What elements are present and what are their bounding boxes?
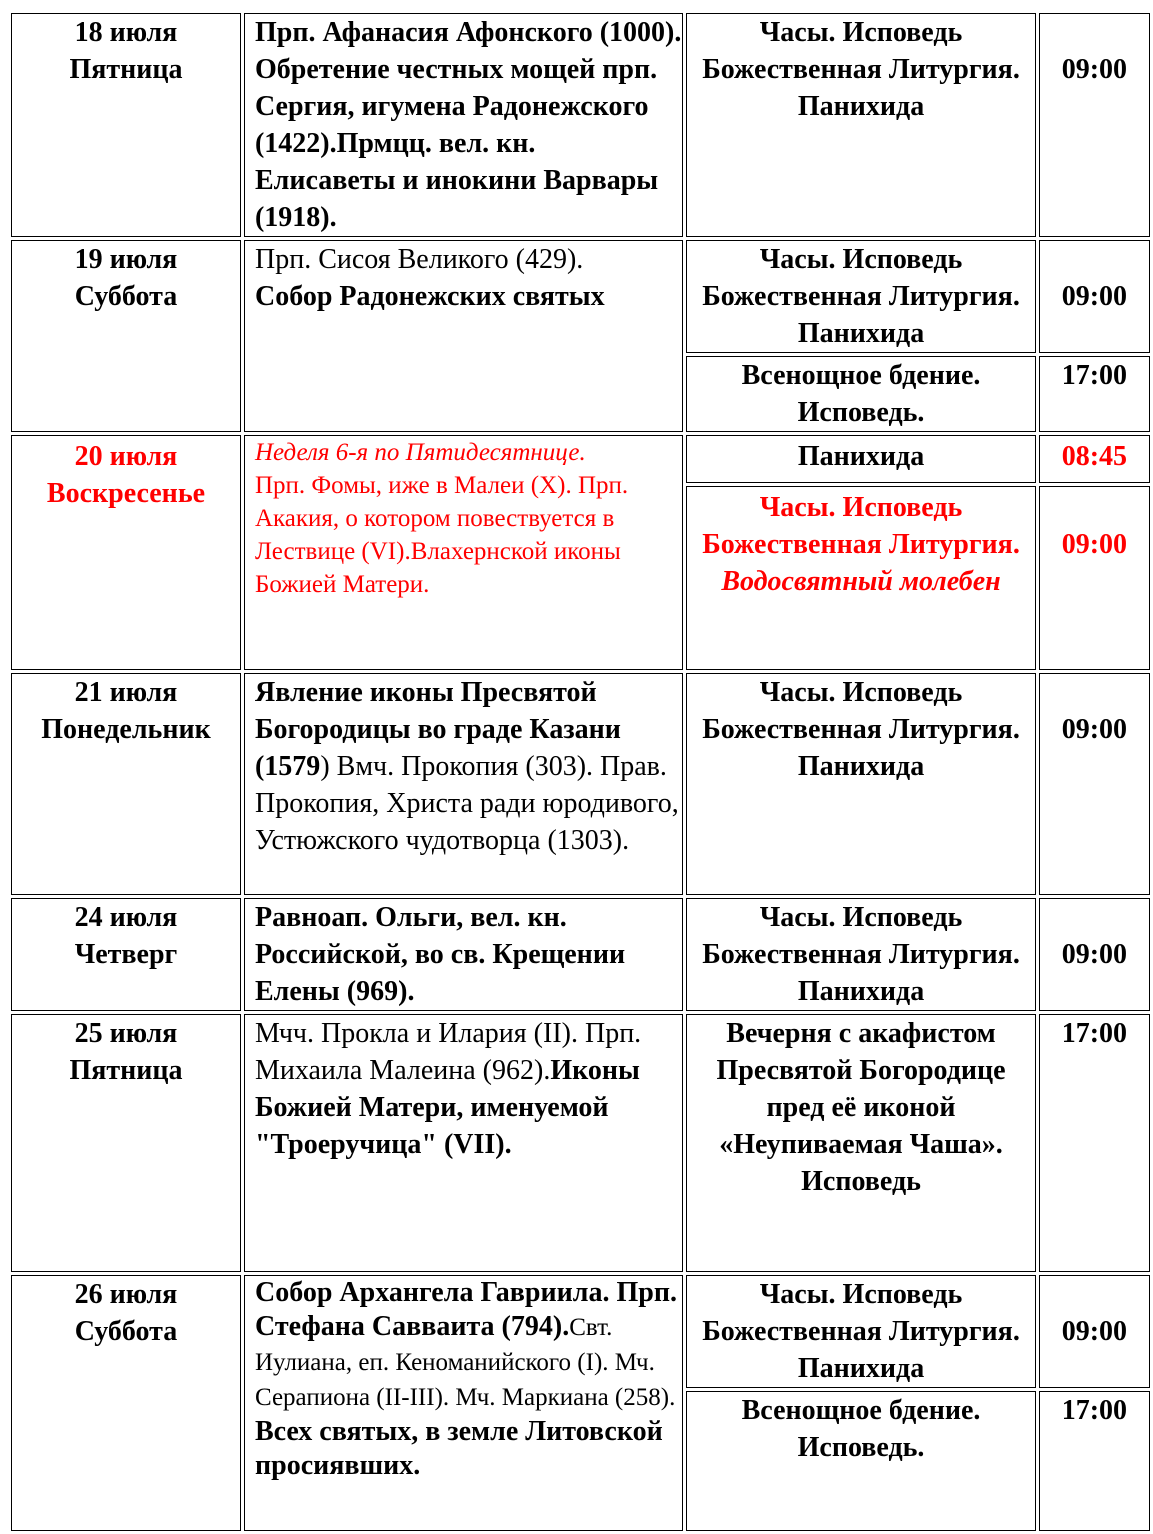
service-cell: [686, 673, 1035, 895]
service-cell: [686, 435, 1035, 483]
date: 26 июля: [74, 1279, 178, 1310]
saint-text: ) Вмч. Прокопия (303). Прав. Прокопия, Христа ради юродивого, Устюжского чудотворца (1303).: [254, 751, 679, 856]
service-cell: [686, 356, 1035, 432]
service-text: Вечерня с акафистом Пресвятой Богородице пред её иконой «Неупиваемая Чаша». Исповедь: [716, 1018, 1006, 1197]
service-text: Панихида: [797, 441, 925, 472]
saint-cell: [244, 1275, 683, 1531]
weekday: Суббота: [74, 1316, 178, 1347]
table-row: [11, 13, 1150, 237]
saint-text: Свт. Иулиана, еп. Кеноманийского (I). Мч. Серапиона (II-III). Мч. Маркиана (258).: [254, 1314, 676, 1411]
service-text: Часы. Исповедь Божественная Литургия. Панихида: [702, 244, 1020, 349]
date: 18 июля: [74, 17, 178, 48]
service-cell: [686, 1014, 1035, 1272]
weekday: Пятница: [69, 1055, 183, 1086]
date-cell: [11, 1275, 241, 1531]
service-cell: [686, 240, 1035, 353]
service-time: 08:45: [1061, 441, 1128, 472]
saint-text: Мчч. Прокла и Илария (II). Прп. Михаила Малеина (962).: [254, 1018, 642, 1086]
service-time: 17:00: [1061, 360, 1128, 391]
saint-cell: [244, 435, 683, 670]
date-cell: [11, 240, 241, 432]
saint-cell: [244, 1014, 683, 1272]
saint-text-bold: Равноап. Ольги, вел. кн. Российской, во св. Крещении Елены (969).: [254, 902, 626, 1007]
saint-cell: [244, 13, 683, 237]
date: 20 июля: [74, 441, 178, 472]
table-row: [11, 1014, 1150, 1272]
date-cell: [11, 898, 241, 1011]
saint-cell: [244, 673, 683, 895]
saint-text-bold: Собор Архангела Гавриила. Прп. Стефана Савваита (794).: [254, 1277, 677, 1342]
table-row: [11, 1275, 1150, 1388]
date: 24 июля: [74, 902, 178, 933]
saint-cell: [244, 898, 683, 1011]
service-time: 09:00: [1061, 1316, 1128, 1347]
date-cell: [11, 1014, 241, 1272]
date: 25 июля: [74, 1018, 178, 1049]
time-cell: [1039, 898, 1150, 1011]
service-text: Часы. Исповедь Божественная Литургия. Панихида: [702, 902, 1020, 1007]
saint-text-bold: Иконы Божией Матери, именуемой "Троеручица" (VII).: [254, 1055, 640, 1160]
saint-text-bold: Прп. Афанасия Афонского (1000). Обретение честных мощей прп. Сергия, игумена Радонежского (1422).Прмцц. вел. кн. Елисаветы и инокини Варвары (1918).: [254, 17, 682, 233]
time-cell: [1039, 356, 1150, 432]
saint-text-bold: Явление иконы Пресвятой Богородицы во граде Казани (1579: [254, 677, 621, 782]
weekday: Воскресенье: [46, 478, 206, 509]
time-cell: [1039, 435, 1150, 483]
weekday: Понедельник: [41, 714, 211, 745]
time-cell: [1039, 1275, 1150, 1388]
time-cell: [1039, 240, 1150, 353]
service-schedule-table: [8, 10, 1153, 1534]
service-time: 09:00: [1061, 939, 1128, 970]
service-time: 09:00: [1061, 281, 1128, 312]
service-text: Всенощное бдение. Исповедь.: [741, 1395, 981, 1463]
service-cell: [686, 898, 1035, 1011]
service-cell: [686, 486, 1035, 670]
table-row: [11, 673, 1150, 895]
table-row: [11, 435, 1150, 483]
schedule-wrapper: [8, 10, 1153, 1534]
service-time: 17:00: [1061, 1395, 1128, 1426]
service-time: 17:00: [1061, 1018, 1128, 1049]
date-cell: [11, 435, 241, 670]
saint-text-bold: Собор Радонежских святых: [254, 281, 605, 312]
date-cell: [11, 673, 241, 895]
service-cell: [686, 1275, 1035, 1388]
service-time: 09:00: [1061, 529, 1128, 560]
service-text: Часы. Исповедь Божественная Литургия. Панихида: [702, 677, 1020, 782]
weekday: Пятница: [69, 54, 183, 85]
saint-text-bold: Всех святых, в земле Литовской просиявших.: [254, 1416, 663, 1481]
date-cell: [11, 13, 241, 237]
saint-text: Прп. Фомы, иже в Малеи (X). Прп. Акакия, о котором повествуется в Лествице (VI).Влахернской иконы Божией Матери.: [254, 472, 629, 598]
service-text: Часы. Исповедь Божественная Литургия. Панихида: [702, 17, 1020, 122]
time-cell: [1039, 486, 1150, 670]
service-time: 09:00: [1061, 714, 1128, 745]
service-text-italic: Водосвятный молебен: [721, 566, 1001, 597]
time-cell: [1039, 1014, 1150, 1272]
saint-text: Прп. Сисоя Великого (429).: [254, 244, 584, 275]
date: 21 июля: [74, 677, 178, 708]
time-cell: [1039, 13, 1150, 237]
service-time: 09:00: [1061, 54, 1128, 85]
service-cell: [686, 13, 1035, 237]
saint-cell: [244, 240, 683, 432]
service-text: Часы. Исповедь Божественная Литургия. Панихида: [702, 1279, 1020, 1384]
weekday: Суббота: [74, 281, 178, 312]
table-row: [11, 240, 1150, 353]
service-text: Всенощное бдение. Исповедь.: [741, 360, 981, 428]
saint-text-italic: Неделя 6-я по Пятидесятнице.: [254, 439, 586, 466]
date: 19 июля: [74, 244, 178, 275]
table-row: [11, 898, 1150, 1011]
time-cell: [1039, 673, 1150, 895]
service-text: Часы. Исповедь Божественная Литургия.: [702, 492, 1020, 560]
time-cell: [1039, 1391, 1150, 1531]
service-cell: [686, 1391, 1035, 1531]
weekday: Четверг: [74, 939, 178, 970]
